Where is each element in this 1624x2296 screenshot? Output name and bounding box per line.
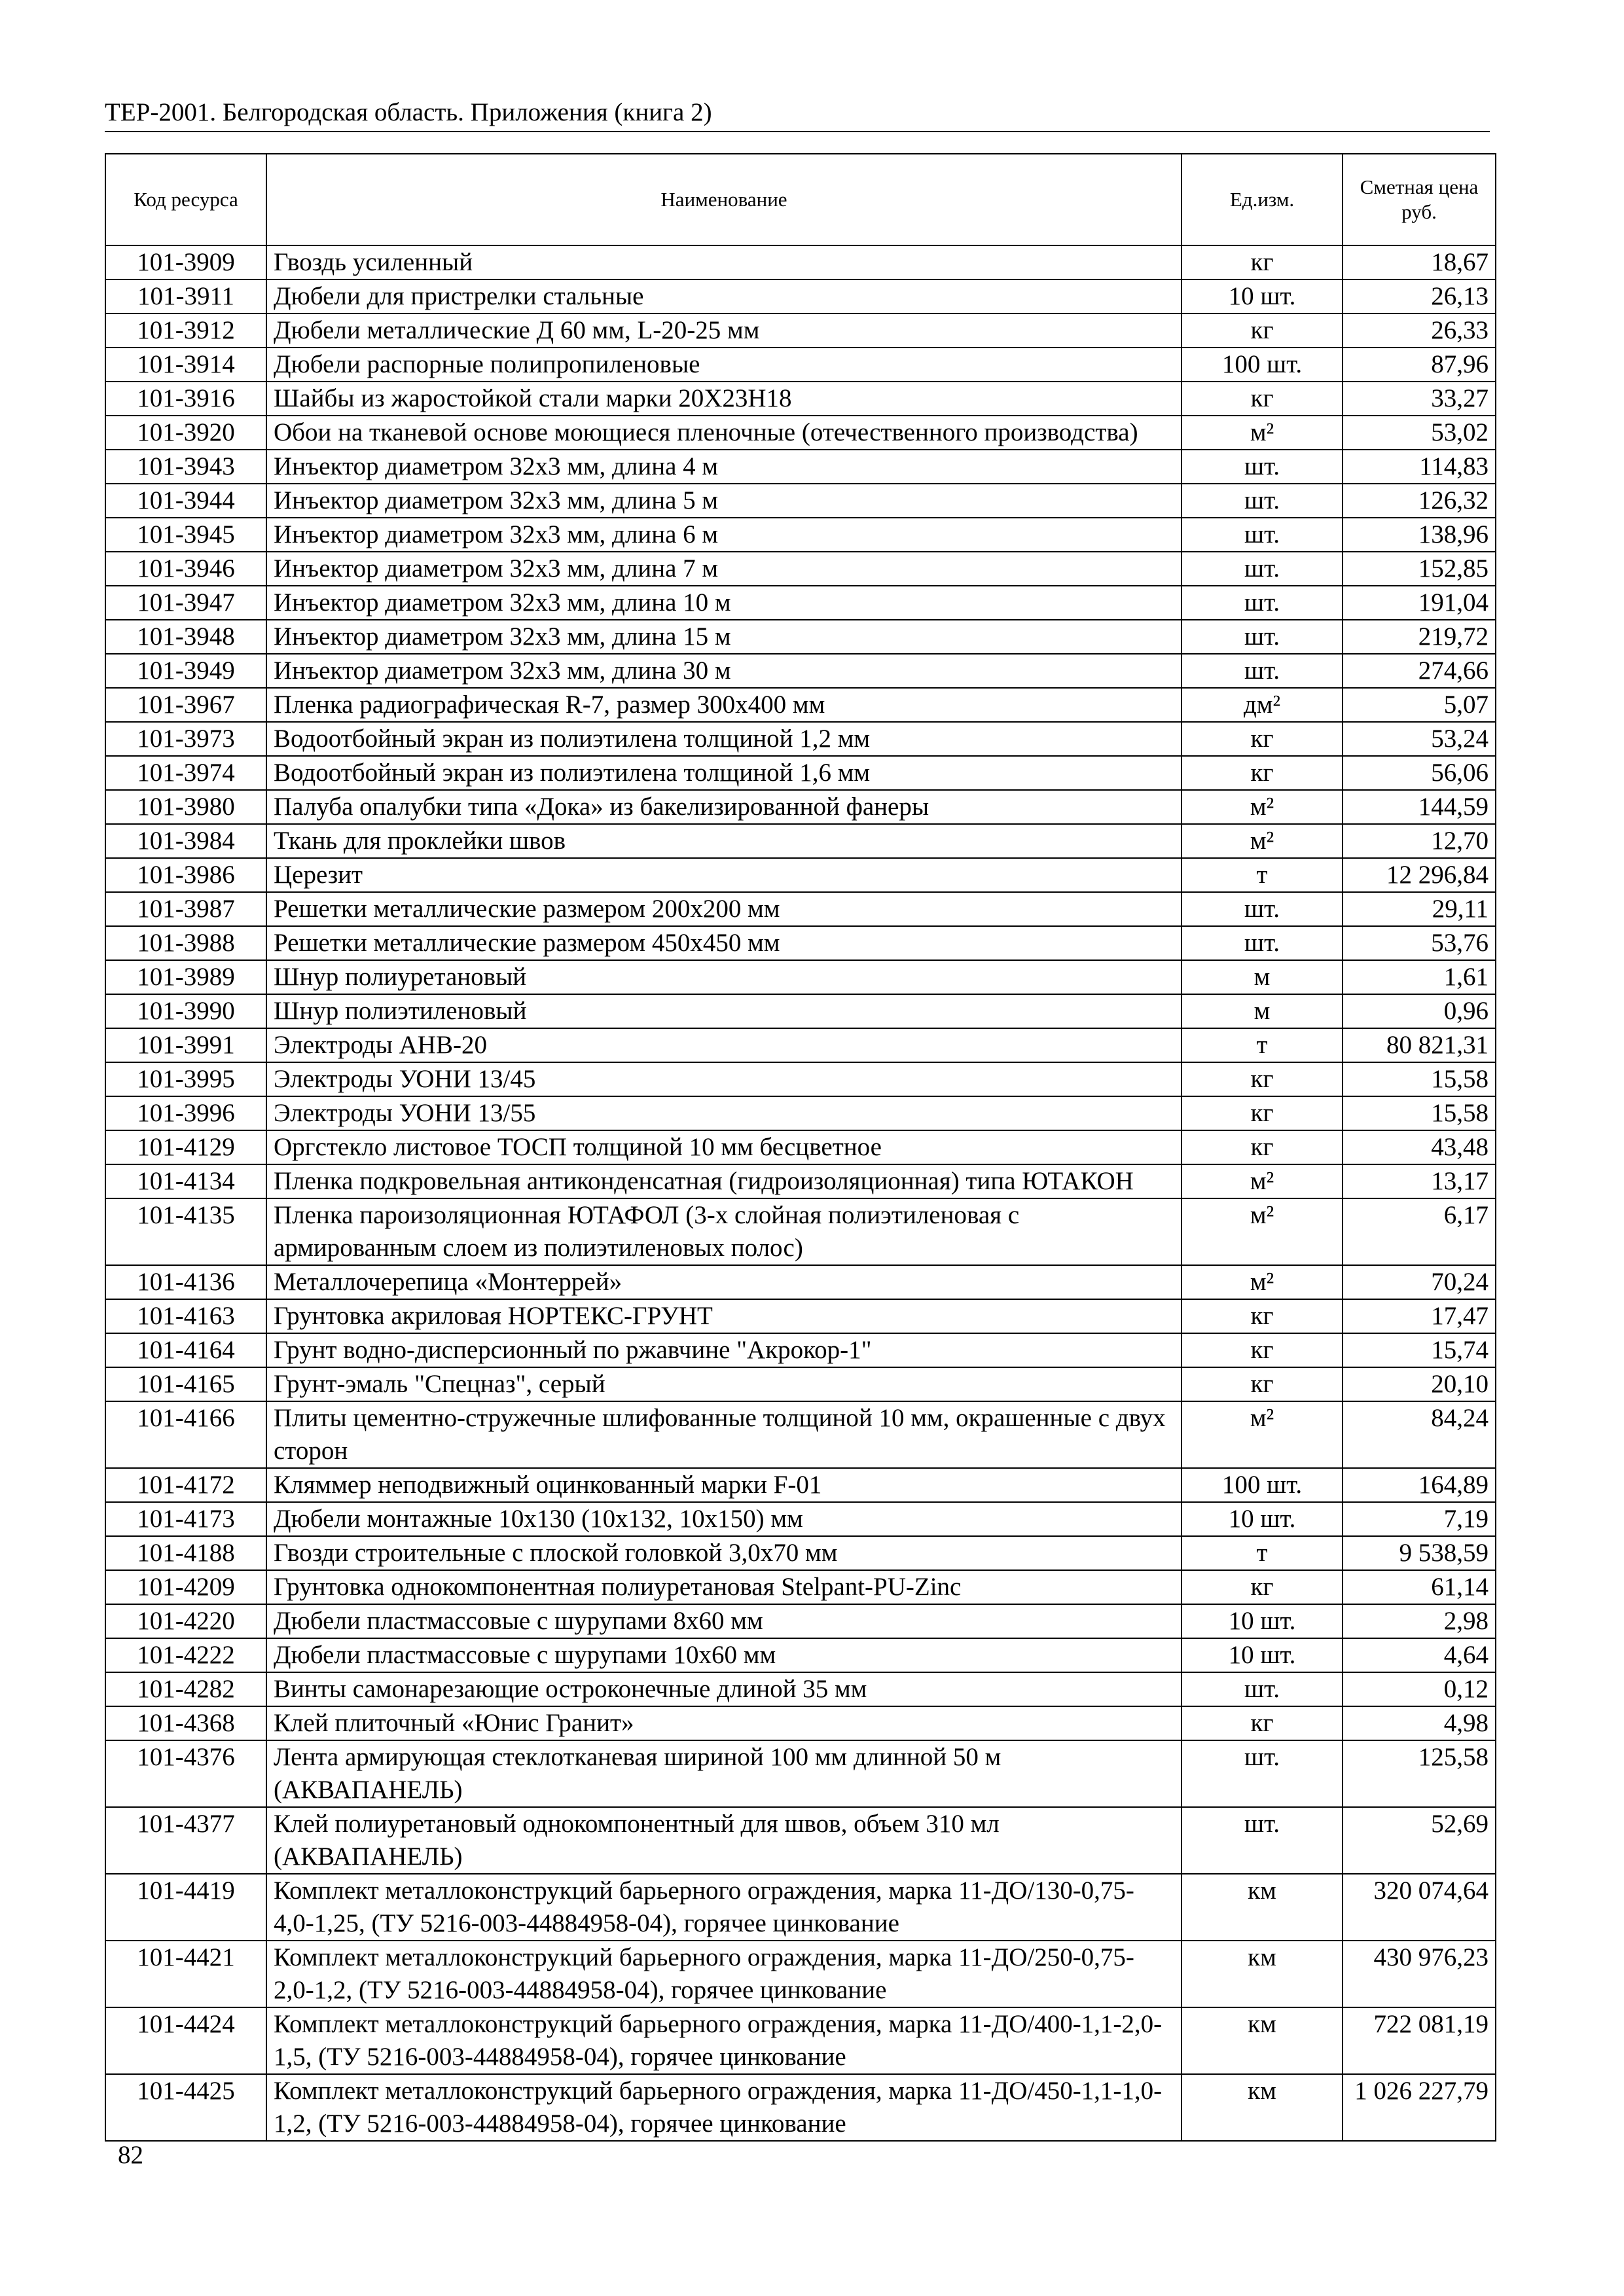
cell-name: Дюбели пластмассовые с шурупами 8х60 мм xyxy=(266,1604,1182,1638)
cell-price: 80 821,31 xyxy=(1343,1028,1496,1062)
cell-price: 20,10 xyxy=(1343,1367,1496,1401)
table-row xyxy=(105,1096,1496,1130)
table-row xyxy=(105,279,1496,314)
cell-price: 320 074,64 xyxy=(1343,1874,1496,1941)
cell-code: 101-4209 xyxy=(105,1570,266,1604)
cell-price: 126,32 xyxy=(1343,484,1496,518)
cell-unit: кг xyxy=(1182,382,1343,416)
cell-unit: кг xyxy=(1182,1570,1343,1604)
cell-name: Электроды УОНИ 13/55 xyxy=(266,1096,1182,1130)
cell-price: 0,12 xyxy=(1343,1672,1496,1706)
table-row xyxy=(105,1874,1496,1941)
cell-price: 61,14 xyxy=(1343,1570,1496,1604)
cell-code: 101-3980 xyxy=(105,790,266,824)
cell-name: Гвозди строительные с плоской головкой 3,0х70 мм xyxy=(266,1536,1182,1570)
cell-price: 12 296,84 xyxy=(1343,858,1496,892)
cell-code: 101-4163 xyxy=(105,1299,266,1333)
cell-price: 15,58 xyxy=(1343,1096,1496,1130)
table-row xyxy=(105,1502,1496,1536)
table-row xyxy=(105,416,1496,450)
table-row xyxy=(105,1672,1496,1706)
cell-price: 138,96 xyxy=(1343,518,1496,552)
cell-code: 101-3945 xyxy=(105,518,266,552)
cell-unit: шт. xyxy=(1182,1740,1343,1807)
cell-code: 101-3948 xyxy=(105,620,266,654)
cell-name: Инъектор диаметром 32х3 мм, длина 10 м xyxy=(266,586,1182,620)
cell-name: Решетки металлические размером 200х200 мм xyxy=(266,892,1182,926)
cell-unit: кг xyxy=(1182,1062,1343,1096)
cell-unit: т xyxy=(1182,1028,1343,1062)
cell-code: 101-3984 xyxy=(105,824,266,858)
cell-price: 56,06 xyxy=(1343,756,1496,790)
cell-code: 101-3943 xyxy=(105,450,266,484)
cell-code: 101-4377 xyxy=(105,1807,266,1874)
cell-price: 4,98 xyxy=(1343,1706,1496,1740)
table-row xyxy=(105,552,1496,586)
table-body xyxy=(105,245,1496,2141)
cell-unit: км xyxy=(1182,2074,1343,2141)
cell-unit: 100 шт. xyxy=(1182,348,1343,382)
table-row xyxy=(105,1062,1496,1096)
cell-code: 101-3912 xyxy=(105,314,266,348)
cell-name: Дюбели пластмассовые с шурупами 10х60 мм xyxy=(266,1638,1182,1672)
cell-unit: кг xyxy=(1182,1130,1343,1164)
cell-unit: кг xyxy=(1182,722,1343,756)
cell-name: Палуба опалубки типа «Дока» из бакелизированной фанеры xyxy=(266,790,1182,824)
table-row xyxy=(105,1164,1496,1198)
cell-price: 53,24 xyxy=(1343,722,1496,756)
cell-name: Инъектор диаметром 32х3 мм, длина 6 м xyxy=(266,518,1182,552)
cell-name: Инъектор диаметром 32х3 мм, длина 7 м xyxy=(266,552,1182,586)
cell-code: 101-3914 xyxy=(105,348,266,382)
table-row xyxy=(105,518,1496,552)
cell-name: Инъектор диаметром 32х3 мм, длина 4 м xyxy=(266,450,1182,484)
cell-name: Водоотбойный экран из полиэтилена толщиной 1,2 мм xyxy=(266,722,1182,756)
cell-code: 101-4425 xyxy=(105,2074,266,2141)
cell-name: Электроды УОНИ 13/45 xyxy=(266,1062,1182,1096)
cell-unit: шт. xyxy=(1182,1672,1343,1706)
cell-price: 1,61 xyxy=(1343,960,1496,994)
cell-code: 101-3916 xyxy=(105,382,266,416)
table-row xyxy=(105,926,1496,960)
cell-unit: м xyxy=(1182,994,1343,1028)
table-row xyxy=(105,1638,1496,1672)
column-header-code: Код ресурса xyxy=(105,154,266,245)
cell-unit: кг xyxy=(1182,1367,1343,1401)
cell-code: 101-4282 xyxy=(105,1672,266,1706)
cell-unit: т xyxy=(1182,1536,1343,1570)
cell-price: 17,47 xyxy=(1343,1299,1496,1333)
table-row xyxy=(105,824,1496,858)
cell-code: 101-3920 xyxy=(105,416,266,450)
cell-code: 101-3967 xyxy=(105,688,266,722)
cell-unit: 10 шт. xyxy=(1182,1604,1343,1638)
cell-code: 101-3986 xyxy=(105,858,266,892)
cell-price: 144,59 xyxy=(1343,790,1496,824)
cell-unit: шт. xyxy=(1182,552,1343,586)
table-row xyxy=(105,314,1496,348)
cell-unit: км xyxy=(1182,1941,1343,2007)
cell-price: 84,24 xyxy=(1343,1401,1496,1468)
cell-price: 87,96 xyxy=(1343,348,1496,382)
cell-unit: 10 шт. xyxy=(1182,1502,1343,1536)
table-row xyxy=(105,1299,1496,1333)
cell-unit: шт. xyxy=(1182,484,1343,518)
cell-price: 219,72 xyxy=(1343,620,1496,654)
table-row xyxy=(105,790,1496,824)
cell-price: 4,64 xyxy=(1343,1638,1496,1672)
cell-name: Водоотбойный экран из полиэтилена толщиной 1,6 мм xyxy=(266,756,1182,790)
cell-unit: кг xyxy=(1182,1333,1343,1367)
cell-code: 101-4424 xyxy=(105,2007,266,2074)
cell-name: Дюбели металлические Д 60 мм, L-20-25 мм xyxy=(266,314,1182,348)
cell-price: 7,19 xyxy=(1343,1502,1496,1536)
table-row xyxy=(105,654,1496,688)
cell-price: 15,58 xyxy=(1343,1062,1496,1096)
cell-code: 101-3947 xyxy=(105,586,266,620)
cell-code: 101-3995 xyxy=(105,1062,266,1096)
cell-code: 101-4173 xyxy=(105,1502,266,1536)
cell-unit: км xyxy=(1182,2007,1343,2074)
cell-name: Оргстекло листовое ТОСП толщиной 10 мм бесцветное xyxy=(266,1130,1182,1164)
cell-code: 101-3990 xyxy=(105,994,266,1028)
cell-code: 101-4164 xyxy=(105,1333,266,1367)
cell-unit: кг xyxy=(1182,1299,1343,1333)
table-row xyxy=(105,2007,1496,2074)
cell-name: Пленка пароизоляционная ЮТАФОЛ (3-х слойная полиэтиленовая с армированным слоем из полиэтиленовых полос) xyxy=(266,1198,1182,1265)
cell-name: Грунтовка акриловая НОРТЕКС-ГРУНТ xyxy=(266,1299,1182,1333)
page-number: 82 xyxy=(118,2141,143,2169)
cell-price: 33,27 xyxy=(1343,382,1496,416)
cell-name: Винты самонарезающие остроконечные длиной 35 мм xyxy=(266,1672,1182,1706)
table-row xyxy=(105,1130,1496,1164)
cell-price: 52,69 xyxy=(1343,1807,1496,1874)
cell-name: Шайбы из жаростойкой стали марки 20Х23Н18 xyxy=(266,382,1182,416)
column-header-unit: Ед.изм. xyxy=(1182,154,1343,245)
cell-name: Ткань для проклейки швов xyxy=(266,824,1182,858)
header-divider xyxy=(105,131,1490,132)
cell-code: 101-4166 xyxy=(105,1401,266,1468)
cell-code: 101-4136 xyxy=(105,1265,266,1299)
table-row xyxy=(105,1807,1496,1874)
cell-name: Церезит xyxy=(266,858,1182,892)
cell-code: 101-3987 xyxy=(105,892,266,926)
table-row xyxy=(105,1028,1496,1062)
cell-unit: 10 шт. xyxy=(1182,1638,1343,1672)
table-row xyxy=(105,1333,1496,1367)
table-row xyxy=(105,484,1496,518)
table-row xyxy=(105,1468,1496,1502)
column-header-price: Сметная цена руб. xyxy=(1343,154,1496,245)
cell-price: 125,58 xyxy=(1343,1740,1496,1807)
table-row xyxy=(105,245,1496,279)
cell-unit: шт. xyxy=(1182,620,1343,654)
table-row xyxy=(105,620,1496,654)
cell-code: 101-3988 xyxy=(105,926,266,960)
cell-price: 43,48 xyxy=(1343,1130,1496,1164)
table-row xyxy=(105,1740,1496,1807)
cell-code: 101-3949 xyxy=(105,654,266,688)
cell-code: 101-3973 xyxy=(105,722,266,756)
cell-name: Грунт водно-дисперсионный по ржавчине "Акрокор-1" xyxy=(266,1333,1182,1367)
cell-code: 101-4165 xyxy=(105,1367,266,1401)
cell-unit: 100 шт. xyxy=(1182,1468,1343,1502)
cell-name: Комплект металлоконструкций барьерного ограждения, марка 11-ДО/400-1,1-2,0-1,5, (ТУ 5216-003-44884958-04), горячее цинкование xyxy=(266,2007,1182,2074)
table-row xyxy=(105,1198,1496,1265)
cell-name: Шнур полиэтиленовый xyxy=(266,994,1182,1028)
cell-code: 101-4419 xyxy=(105,1874,266,1941)
cell-unit: шт. xyxy=(1182,654,1343,688)
page-header-title: ТЕР-2001. Белгородская область. Приложения (книга 2) xyxy=(105,98,712,126)
cell-unit: кг xyxy=(1182,245,1343,279)
table-row xyxy=(105,960,1496,994)
column-header-name: Наименование xyxy=(266,154,1182,245)
cell-name: Дюбели монтажные 10х130 (10х132, 10х150) мм xyxy=(266,1502,1182,1536)
cell-unit: м² xyxy=(1182,416,1343,450)
cell-code: 101-4220 xyxy=(105,1604,266,1638)
cell-price: 13,17 xyxy=(1343,1164,1496,1198)
table-row xyxy=(105,1367,1496,1401)
table-row xyxy=(105,2074,1496,2141)
cell-price: 191,04 xyxy=(1343,586,1496,620)
cell-unit: кг xyxy=(1182,756,1343,790)
cell-price: 12,70 xyxy=(1343,824,1496,858)
cell-name: Дюбели распорные полипропиленовые xyxy=(266,348,1182,382)
cell-price: 114,83 xyxy=(1343,450,1496,484)
cell-name: Металлочерепица «Монтеррей» xyxy=(266,1265,1182,1299)
cell-unit: м² xyxy=(1182,1265,1343,1299)
cell-unit: м xyxy=(1182,960,1343,994)
cell-unit: шт. xyxy=(1182,1807,1343,1874)
cell-name: Инъектор диаметром 32х3 мм, длина 15 м xyxy=(266,620,1182,654)
cell-unit: км xyxy=(1182,1874,1343,1941)
cell-code: 101-4222 xyxy=(105,1638,266,1672)
cell-unit: м² xyxy=(1182,1401,1343,1468)
cell-name: Электроды АНВ-20 xyxy=(266,1028,1182,1062)
cell-code: 101-3909 xyxy=(105,245,266,279)
cell-price: 0,96 xyxy=(1343,994,1496,1028)
cell-unit: шт. xyxy=(1182,450,1343,484)
table-row xyxy=(105,382,1496,416)
cell-name: Пленка подкровельная антиконденсатная (гидроизоляционная) типа ЮТАКОН xyxy=(266,1164,1182,1198)
cell-name: Решетки металлические размером 450х450 мм xyxy=(266,926,1182,960)
table-row xyxy=(105,1401,1496,1468)
cell-unit: кг xyxy=(1182,1706,1343,1740)
cell-unit: т xyxy=(1182,858,1343,892)
cell-unit: шт. xyxy=(1182,518,1343,552)
cell-price: 70,24 xyxy=(1343,1265,1496,1299)
cell-name: Кляммер неподвижный оцинкованный марки F-01 xyxy=(266,1468,1182,1502)
table-row xyxy=(105,688,1496,722)
cell-name: Гвоздь усиленный xyxy=(266,245,1182,279)
cell-unit: м² xyxy=(1182,1164,1343,1198)
cell-code: 101-4129 xyxy=(105,1130,266,1164)
cell-price: 430 976,23 xyxy=(1343,1941,1496,2007)
cell-name: Плиты цементно-стружечные шлифованные толщиной 10 мм, окрашенные с двух сторон xyxy=(266,1401,1182,1468)
cell-unit: м² xyxy=(1182,824,1343,858)
cell-name: Дюбели для пристрелки стальные xyxy=(266,279,1182,314)
cell-name: Клей полиуретановый однокомпонентный для швов, объем 310 мл (АКВАПАНЕЛЬ) xyxy=(266,1807,1182,1874)
cell-unit: 10 шт. xyxy=(1182,279,1343,314)
table-row xyxy=(105,348,1496,382)
cell-price: 26,33 xyxy=(1343,314,1496,348)
cell-code: 101-3996 xyxy=(105,1096,266,1130)
cell-code: 101-3946 xyxy=(105,552,266,586)
cell-price: 6,17 xyxy=(1343,1198,1496,1265)
cell-code: 101-4135 xyxy=(105,1198,266,1265)
cell-unit: кг xyxy=(1182,1096,1343,1130)
cell-price: 26,13 xyxy=(1343,279,1496,314)
cell-unit: шт. xyxy=(1182,892,1343,926)
table-row xyxy=(105,756,1496,790)
cell-code: 101-4172 xyxy=(105,1468,266,1502)
cell-code: 101-4421 xyxy=(105,1941,266,2007)
cell-price: 274,66 xyxy=(1343,654,1496,688)
table-row xyxy=(105,1706,1496,1740)
cell-code: 101-4368 xyxy=(105,1706,266,1740)
cell-name: Грунт-эмаль "Спецназ", серый xyxy=(266,1367,1182,1401)
cell-price: 9 538,59 xyxy=(1343,1536,1496,1570)
cell-price: 29,11 xyxy=(1343,892,1496,926)
cell-code: 101-4188 xyxy=(105,1536,266,1570)
table-row xyxy=(105,722,1496,756)
cell-name: Шнур полиуретановый xyxy=(266,960,1182,994)
table-row xyxy=(105,892,1496,926)
cell-name: Грунтовка однокомпонентная полиуретановая Stelpant-PU-Zinc xyxy=(266,1570,1182,1604)
cell-price: 18,67 xyxy=(1343,245,1496,279)
cell-code: 101-3991 xyxy=(105,1028,266,1062)
table-row xyxy=(105,1604,1496,1638)
table-row xyxy=(105,1536,1496,1570)
table-row xyxy=(105,994,1496,1028)
cell-price: 152,85 xyxy=(1343,552,1496,586)
table-row xyxy=(105,858,1496,892)
cell-price: 53,76 xyxy=(1343,926,1496,960)
cell-name: Комплект металлоконструкций барьерного ограждения, марка 11-ДО/450-1,1-1,0-1,2, (ТУ 5216-003-44884958-04), горячее цинкование xyxy=(266,2074,1182,2141)
cell-unit: кг xyxy=(1182,314,1343,348)
cell-code: 101-3974 xyxy=(105,756,266,790)
cell-name: Обои на тканевой основе моющиеся пленочные (отечественного производства) xyxy=(266,416,1182,450)
cell-price: 1 026 227,79 xyxy=(1343,2074,1496,2141)
cell-price: 722 081,19 xyxy=(1343,2007,1496,2074)
table-row xyxy=(105,586,1496,620)
cell-name: Комплект металлоконструкций барьерного ограждения, марка 11-ДО/250-0,75-2,0-1,2, (ТУ 5216-003-44884958-04), горячее цинкование xyxy=(266,1941,1182,2007)
cell-unit: м² xyxy=(1182,1198,1343,1265)
table-header-row xyxy=(105,154,1496,245)
table-row xyxy=(105,1941,1496,2007)
cell-name: Лента армирующая стеклотканевая шириной 100 мм длинной 50 м (АКВАПАНЕЛЬ) xyxy=(266,1740,1182,1807)
cell-price: 5,07 xyxy=(1343,688,1496,722)
cell-price: 2,98 xyxy=(1343,1604,1496,1638)
cell-price: 15,74 xyxy=(1343,1333,1496,1367)
cell-name: Клей плиточный «Юнис Гранит» xyxy=(266,1706,1182,1740)
table-row xyxy=(105,1570,1496,1604)
table-row xyxy=(105,1265,1496,1299)
table-row xyxy=(105,450,1496,484)
cell-price: 164,89 xyxy=(1343,1468,1496,1502)
cell-name: Комплект металлоконструкций барьерного ограждения, марка 11-ДО/130-0,75-4,0-1,25, (ТУ 5216-003-44884958-04), горячее цинкование xyxy=(266,1874,1182,1941)
resource-table xyxy=(105,153,1496,2142)
cell-price: 53,02 xyxy=(1343,416,1496,450)
cell-unit: м² xyxy=(1182,790,1343,824)
cell-code: 101-3989 xyxy=(105,960,266,994)
cell-name: Пленка радиографическая R-7, размер 300х400 мм xyxy=(266,688,1182,722)
cell-unit: шт. xyxy=(1182,586,1343,620)
cell-name: Инъектор диаметром 32х3 мм, длина 30 м xyxy=(266,654,1182,688)
cell-name: Инъектор диаметром 32х3 мм, длина 5 м xyxy=(266,484,1182,518)
cell-unit: дм² xyxy=(1182,688,1343,722)
cell-unit: шт. xyxy=(1182,926,1343,960)
cell-code: 101-4134 xyxy=(105,1164,266,1198)
cell-code: 101-3944 xyxy=(105,484,266,518)
cell-code: 101-4376 xyxy=(105,1740,266,1807)
cell-code: 101-3911 xyxy=(105,279,266,314)
